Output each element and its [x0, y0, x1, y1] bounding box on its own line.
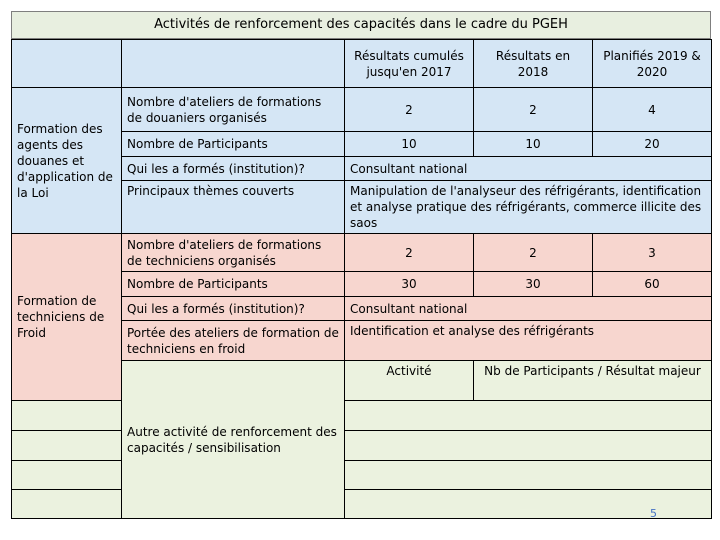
technicians-participants-label: Nombre de Participants	[122, 272, 345, 297]
header-cumulative: Résultats cumulés jusqu'en 2017	[345, 40, 474, 88]
activity-cell-4	[12, 490, 122, 519]
activity-cell-1	[12, 401, 122, 431]
customs-participants-label: Nombre de Participants	[122, 132, 345, 157]
result-cell-1	[345, 401, 712, 431]
technicians-section-label: Formation de techniciens de Froid	[12, 234, 122, 401]
customs-workshops-label: Nombre d'ateliers de formations de douaniers organisés	[122, 88, 345, 132]
result-header: Nb de Participants / Résultat majeur	[474, 361, 712, 401]
customs-workshops-2018: 2	[474, 88, 593, 132]
activity-header: Activité	[345, 361, 474, 401]
customs-participants-planned: 20	[593, 132, 712, 157]
customs-participants-cumulative: 10	[345, 132, 474, 157]
technicians-workshops-planned: 3	[593, 234, 712, 272]
customs-themes-value: Manipulation de l'analyseur des réfrigérants, identification et analyse pratique des réfrigérants, commerce illicite des saos	[345, 181, 712, 234]
table-row	[12, 88, 712, 132]
header-row	[12, 40, 712, 88]
technicians-workshops-cumulative: 2	[345, 234, 474, 272]
table-row	[12, 490, 712, 519]
technicians-workshops-2018: 2	[474, 234, 593, 272]
technicians-scope-label: Portée des ateliers de formation de techniciens en froid	[122, 321, 345, 361]
technicians-workshops-label: Nombre d'ateliers de formations de techniciens organisés	[122, 234, 345, 272]
result-cell-3	[345, 461, 712, 490]
header-planned: Planifiés 2019 & 2020	[593, 40, 712, 88]
customs-workshops-cumulative: 2	[345, 88, 474, 132]
customs-section-label: Formation des agents des douanes et d'application de la Loi	[12, 88, 122, 234]
technicians-trainer-label: Qui les a formés (institution)?	[122, 297, 345, 321]
customs-workshops-planned: 4	[593, 88, 712, 132]
page-title: Activités de renforcement des capacités dans le cadre du PGEH	[11, 11, 711, 39]
other-section-label: Autre activité de renforcement des capacités / sensibilisation	[122, 361, 345, 519]
technicians-participants-2018: 30	[474, 272, 593, 297]
technicians-participants-planned: 60	[593, 272, 712, 297]
table-row	[12, 234, 712, 272]
technicians-trainer-value: Consultant national	[345, 297, 712, 321]
header-empty-2	[122, 40, 345, 88]
customs-trainer-value: Consultant national	[345, 157, 712, 181]
table-row	[12, 461, 712, 490]
customs-themes-label: Principaux thèmes couverts	[122, 181, 345, 234]
header-empty-1	[12, 40, 122, 88]
table-row	[12, 431, 712, 461]
technicians-scope-value: Identification et analyse des réfrigérants	[345, 321, 712, 361]
customs-participants-2018: 10	[474, 132, 593, 157]
customs-trainer-label: Qui les a formés (institution)?	[122, 157, 345, 181]
activity-cell-3	[12, 461, 122, 490]
capacity-building-table	[11, 39, 712, 519]
page-number: 5	[650, 507, 657, 520]
technicians-participants-cumulative: 30	[345, 272, 474, 297]
result-cell-2	[345, 431, 712, 461]
activity-cell-2	[12, 431, 122, 461]
table-row	[12, 401, 712, 431]
header-2018: Résultats en 2018	[474, 40, 593, 88]
